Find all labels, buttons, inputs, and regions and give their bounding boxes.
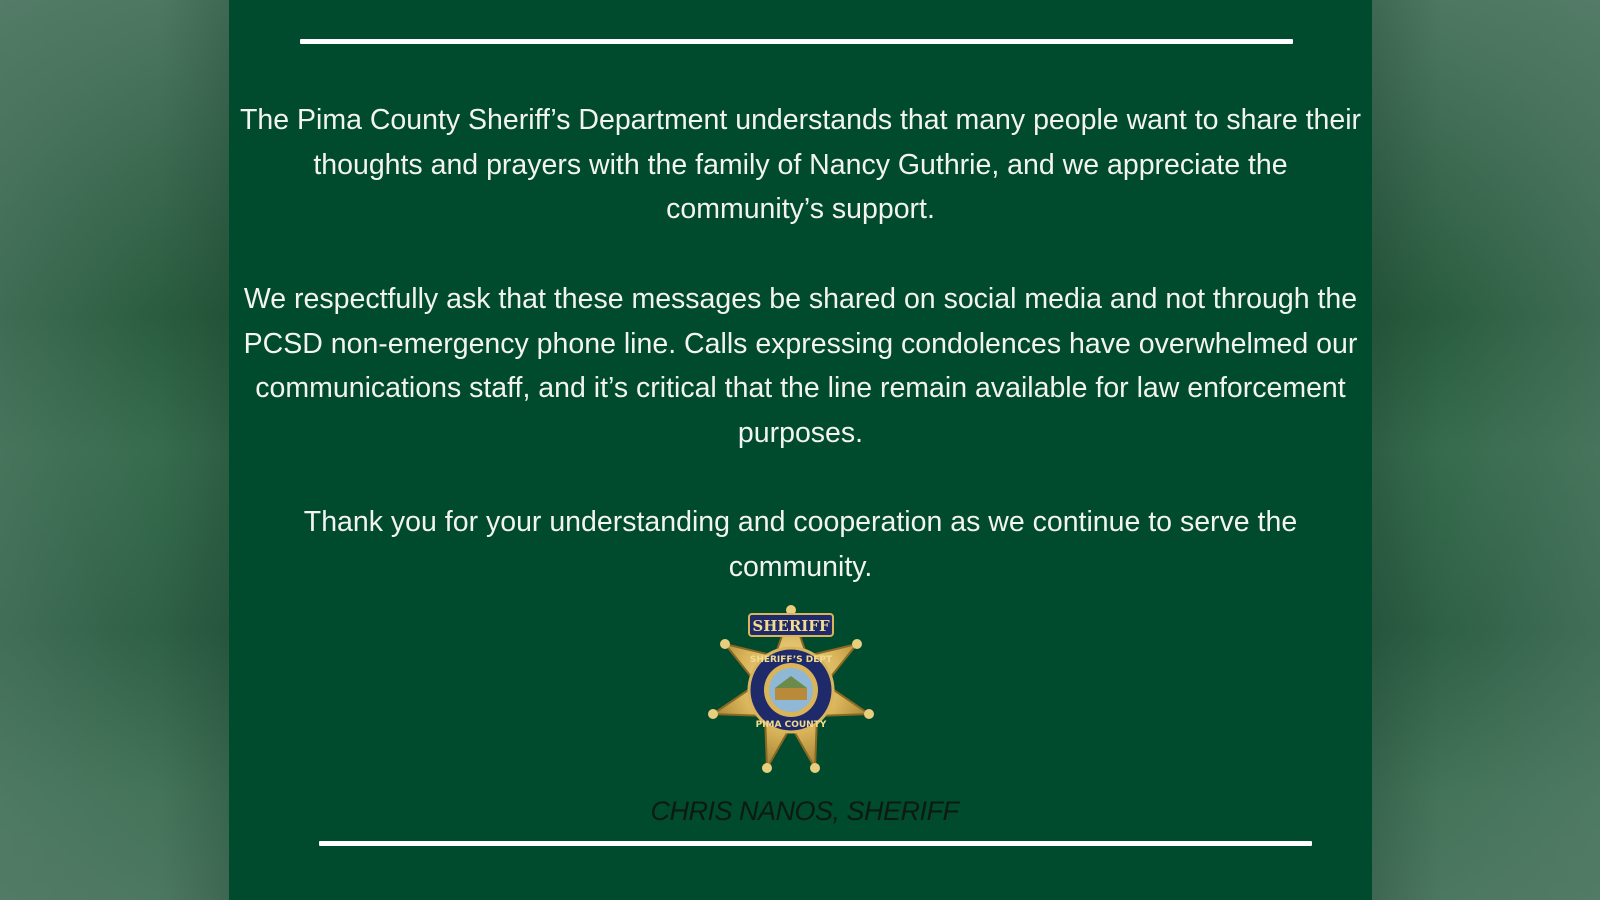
statement-paragraph-3: Thank you for your understanding and cooperation as we continue to serve the community. [303,506,1298,583]
blurred-background-left [0,0,229,900]
bottom-divider [319,841,1312,846]
top-divider [300,39,1293,44]
statement-panel [229,0,1372,900]
blurred-background-right [1372,0,1600,900]
badge-ring-bottom-text: PIMA COUNTY [755,720,827,730]
statement-body [239,98,1362,634]
badge-banner-text: SHERIFF [752,617,830,635]
statement-paragraph-1: The Pima County Sheriff’s Department understands that many people want to share their thoughts and prayers with the family of Nancy Guthrie, and we appreciate the community’s support. [239,104,1362,226]
statement-paragraph-2: We respectfully ask that these messages be shared on social media and not through the PCSD non-emergency phone line. Calls expressing condolences have overwhelmed our communications staff, and it’s critical that the line remain available for law enforcement purposes. [243,282,1358,449]
signature: CHRIS NANOS, SHERIFF [650,796,959,826]
sheriff-star-badge-icon [703,604,879,780]
badge-ring-top-text: SHERIFF’S DEPT [749,655,833,665]
